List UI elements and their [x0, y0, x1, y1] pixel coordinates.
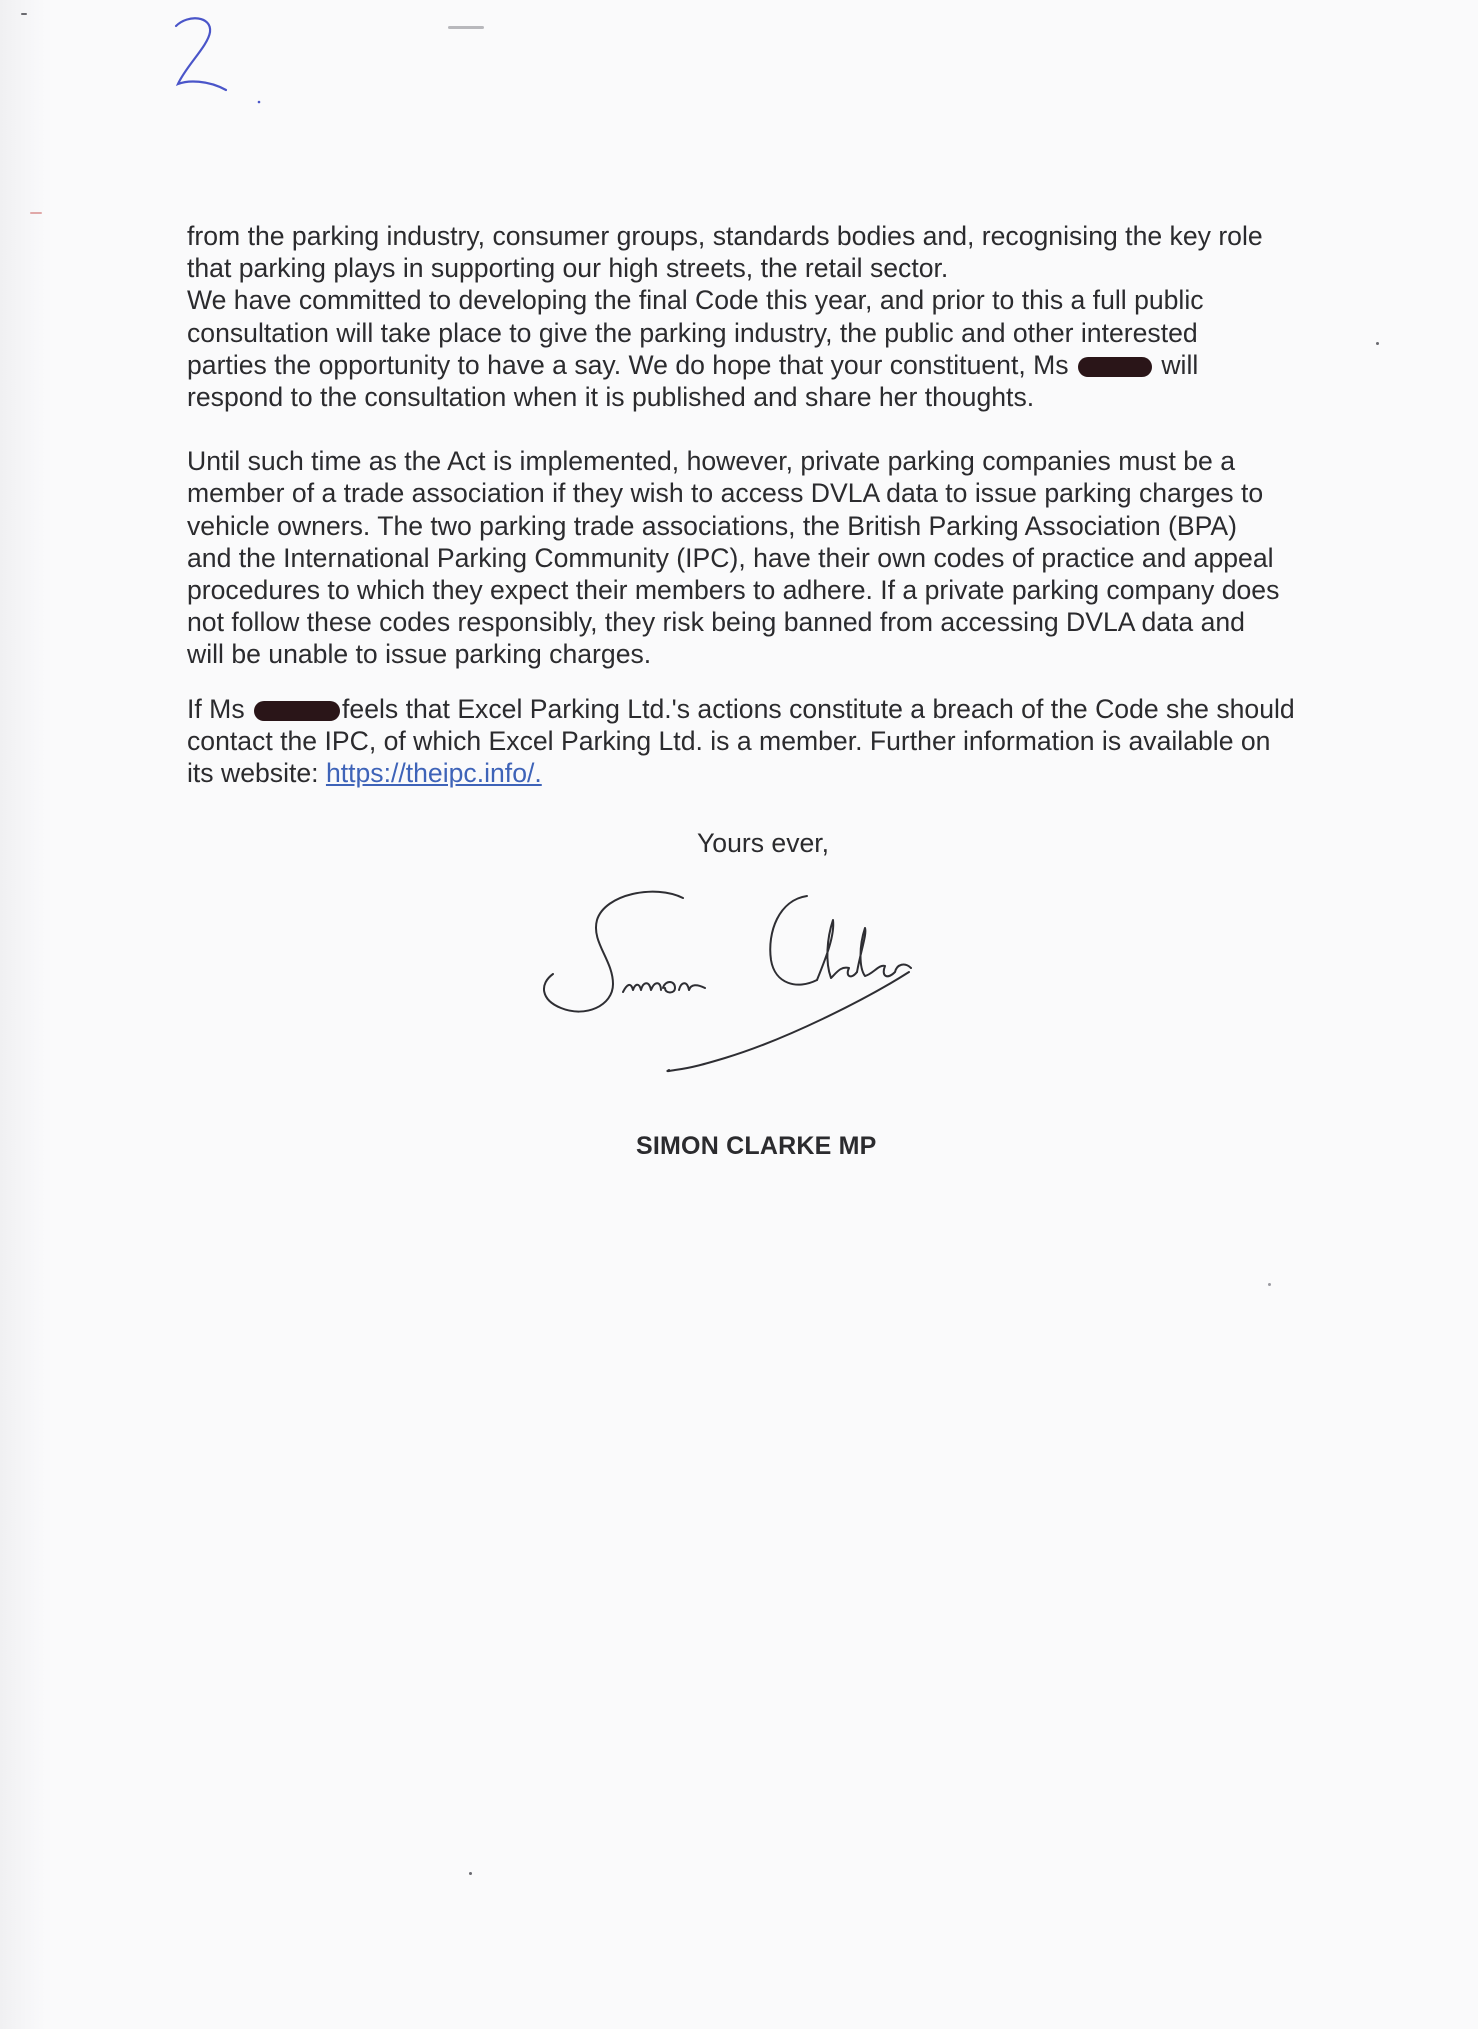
text-line: consultation will take place to give the parking industry, the public and other interested — [187, 317, 1198, 348]
text-line: contact the IPC, of which Excel Parking Ltd. is a member. Further information is available on — [187, 725, 1271, 756]
text-line: that parking plays in supporting our high streets, the retail sector. — [187, 253, 949, 284]
text-line: member of a trade association if they wish to access DVLA data to issue parking charges to — [187, 478, 1264, 509]
handwritten-page-number — [168, 6, 268, 116]
redaction-mark — [1078, 357, 1152, 377]
text-line — [187, 757, 1367, 789]
text-segment: feels that Excel Parking Ltd.'s actions constitute a breach of the Code she should — [342, 693, 1295, 724]
text-line: not follow these codes responsibly, they risk being banned from accessing DVLA data and — [187, 607, 1245, 638]
text-segment: parties the opportunity to have a say. We do hope that your constituent, Ms — [187, 349, 1069, 380]
paragraph-2 — [187, 284, 1367, 413]
text-segment: If Ms — [187, 693, 245, 724]
scan-speck — [448, 26, 484, 29]
scan-speck — [1376, 342, 1379, 345]
handwritten-signature — [535, 880, 975, 1115]
scan-edge — [0, 0, 46, 2029]
text-line: Until such time as the Act is implemented, however, private parking companies must be a — [187, 446, 1235, 477]
paragraph-4 — [187, 693, 1367, 790]
paragraph-1 — [187, 220, 1367, 284]
scan-speck — [1268, 1283, 1271, 1286]
text-line: respond to the consultation when it is published and share her thoughts. — [187, 382, 1035, 413]
scan-speck — [21, 13, 27, 15]
scan-speck — [469, 1872, 472, 1875]
text-line: and the International Parking Community (IPC), have their own codes of practice and appeal — [187, 542, 1274, 573]
text-segment: its website: — [187, 758, 326, 789]
signatory-name: SIMON CLARKE MP — [636, 1132, 877, 1160]
closing-salutation: Yours ever, — [697, 828, 830, 858]
text-line — [187, 693, 1367, 725]
redaction-mark — [254, 701, 340, 721]
text-line: We have committed to developing the final Code this year, and prior to this a full public — [187, 285, 1204, 316]
text-segment: will — [1161, 349, 1199, 380]
scan-speck — [30, 212, 42, 214]
text-line: will be unable to issue parking charges. — [187, 639, 652, 670]
paragraph-3 — [187, 445, 1367, 670]
letter-body — [187, 220, 1367, 789]
text-line — [187, 349, 1367, 381]
ipc-website-link[interactable]: https://theipc.info/. — [325, 758, 542, 789]
text-line: from the parking industry, consumer groups, standards bodies and, recognising the key role — [187, 221, 1263, 251]
text-line: procedures to which they expect their members to adhere. If a private parking company does — [187, 575, 1280, 606]
text-line: vehicle owners. The two parking trade associations, the British Parking Association (BPA) — [187, 510, 1237, 541]
